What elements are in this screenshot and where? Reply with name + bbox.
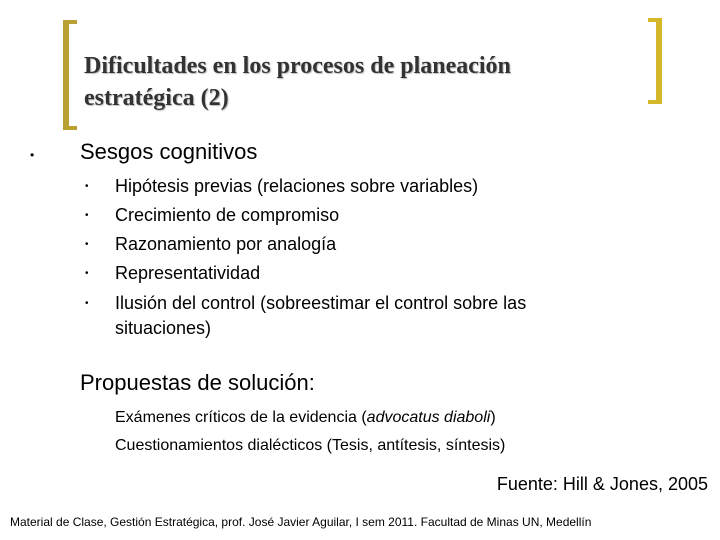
- propuestas-list: [115, 404, 505, 460]
- title-bracket-left: [63, 20, 77, 130]
- list-item: Cuestionamientos dialécticos (Tesis, antítesis, síntesis): [115, 437, 506, 454]
- list-item: • Ilusión del control (sobreestimar el control sobre las situaciones): [85, 293, 527, 338]
- list-item: • Crecimiento de compromiso: [80, 201, 585, 230]
- list-item: • Razonamiento por analogía: [80, 230, 585, 259]
- title-line-2: estratégica (2): [84, 85, 229, 111]
- bullet-icon: •: [85, 181, 89, 192]
- bullet-icon: •: [85, 268, 89, 279]
- list-item: Exámenes críticos de la evidencia (advocatus diaboli): [115, 409, 496, 426]
- section-heading-sesgos: Sesgos cognitivos: [80, 139, 258, 164]
- sesgos-list: [80, 172, 585, 341]
- title-line-1: Dificultades en los procesos de planeación: [84, 53, 511, 79]
- list-item: • Representatividad: [80, 259, 585, 288]
- bullet-icon: •: [85, 239, 89, 250]
- list-item: • Hipótesis previas (relaciones sobre variables): [80, 172, 585, 201]
- bullet-icon: •: [85, 210, 89, 221]
- section-heading-propuestas: Propuestas de solución:: [80, 370, 315, 395]
- source-citation: Fuente: Hill & Jones, 2005: [496, 474, 708, 494]
- latin-term: advocatus diaboli: [366, 409, 491, 426]
- slide-footer: Material de Clase, Gestión Estratégica, prof. José Javier Aguilar, I sem 2011. Facultad de Minas UN, Medellín: [10, 515, 592, 529]
- bullet-icon: •: [85, 298, 89, 309]
- slide-title: [84, 50, 644, 114]
- bullet-icon: •: [30, 148, 35, 162]
- title-bracket-right: [648, 18, 662, 104]
